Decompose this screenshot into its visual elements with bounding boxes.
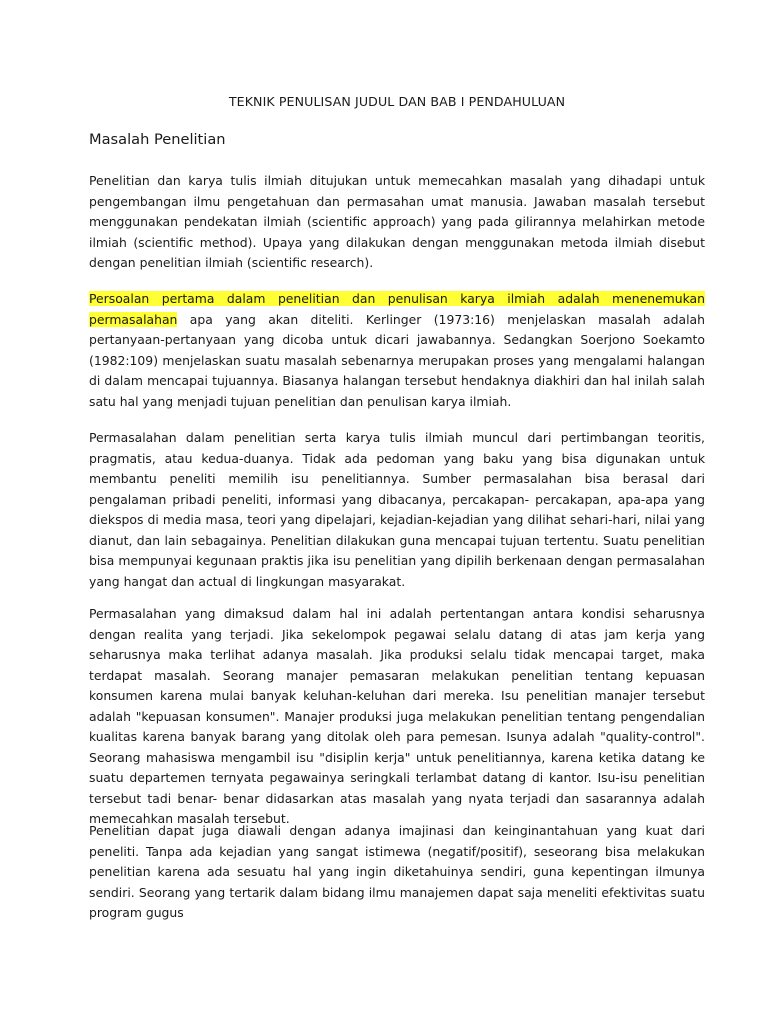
paragraph-5: Penelitian dapat juga diawali dengan adanya imajinasi dan keinginantahuan yang kuat dari peneliti. Tanpa ada kejadian yang sangat istimewa (negatif/positif), seseorang bisa melakukan penelitian karena ada sesuatu hal yang ingin diketahuinya sendiri, guna kepentingan ilmunya sendiri. Seorang yang tertarik dalam bidang ilmu manajemen dapat saja meneliti efektivitas suatu program gugus [89, 823, 705, 920]
paragraph-2 [89, 289, 705, 412]
document-title: TEKNIK PENULISAN JUDUL DAN BAB I PENDAHULUAN [228, 94, 566, 109]
document-page [89, 0, 705, 1024]
paragraph-1: Penelitian dan karya tulis ilmiah ditujukan untuk memecahkan masalah yang dihadapi untuk pengembangan ilmu pengetahuan dan permasahan umat manusia. Jawaban masalah tersebut menggunakan pendekatan ilmiah (scientific approach) yang pada gilirannya melahirkan metode ilmiah (scientific method). Upaya yang dilakukan dengan menggunakan metoda ilmiah disebut dengan penelitian ilmiah (scientific research). [89, 173, 705, 270]
section-heading: Masalah Penelitian [89, 131, 226, 148]
paragraph-2-text: apa yang akan diteliti. Kerlinger (1973:16) menjelaskan masalah adalah pertanyaan-pertanyaan yang dicoba untuk dicari jawabannya. Sedangkan Soerjono Soekamto (1982:109) menjelaskan suatu masalah sebenarnya merupakan proses yang mengalami halangan di dalam mencapai tujuannya. Biasanya halangan tersebut hendaknya diakhiri dan hal inilah salah satu hal yang menjadi tujuan penelitian dan penulisan karya ilmiah. [89, 311, 705, 409]
paragraph-3: Permasalahan dalam penelitian serta karya tulis ilmiah muncul dari pertimbangan teoritis, pragmatis, atau kedua-duanya. Tidak ada pedoman yang baku yang bisa digunakan untuk membantu peneliti memilih isu penelitiannya. Sumber permasalahan bisa berasal dari pengalaman pribadi peneliti, informasi yang dibacanya, percakapan- percakapan, apa-apa yang diekspos di media masa, teori yang dipelajari, kejadian-kejadian yang dilihat sehari-hari, nilai yang dianut, dan lain sebagainya. Penelitian dilakukan guna mencapai tujuan tertentu. Suatu penelitian bisa mempunyai kegunaan praktis jika isu penelitian yang dipilih berkenaan dengan permasalahan yang hangat dan actual di lingkungan masyarakat. [89, 430, 705, 589]
highlighted-text: Persoalan pertama dalam penelitian dan penulisan karya ilmiah adalah menenemukan permasalahan [89, 291, 705, 327]
paragraph-4: Permasalahan yang dimaksud dalam hal ini adalah pertentangan antara kondisi seharusnya dengan realita yang terjadi. Jika sekelompok pegawai selalu datang di atas jam kerja yang seharusnya maka terlihat adanya masalah. Jika produksi selalu tidak mencapai target, maka terdapat masalah. Seorang manajer pemasaran melakukan penelitian tentang kepuasan konsumen karena mulai banyak keluhan-keluhan dari mereka. Isu penelitian manajer tersebut adalah "kepuasan konsumen". Manajer produksi juga melakukan penelitian tentang pengendalian kualitas karena banyak barang yang ditolak oleh para pemesan. Isunya adalah "quality-control". Seorang mahasiswa mengambil isu "disiplin kerja" untuk penelitiannya, karena ketika datang ke suatu departemen ternyata pegawainya seringkali terlambat datang di kantor. Isu-isu penelitian tersebut tadi benar- benar didasarkan atas masalah yang nyata terjadi dan sasarannya adalah memecahkan masalah tersebut. [89, 606, 705, 826]
